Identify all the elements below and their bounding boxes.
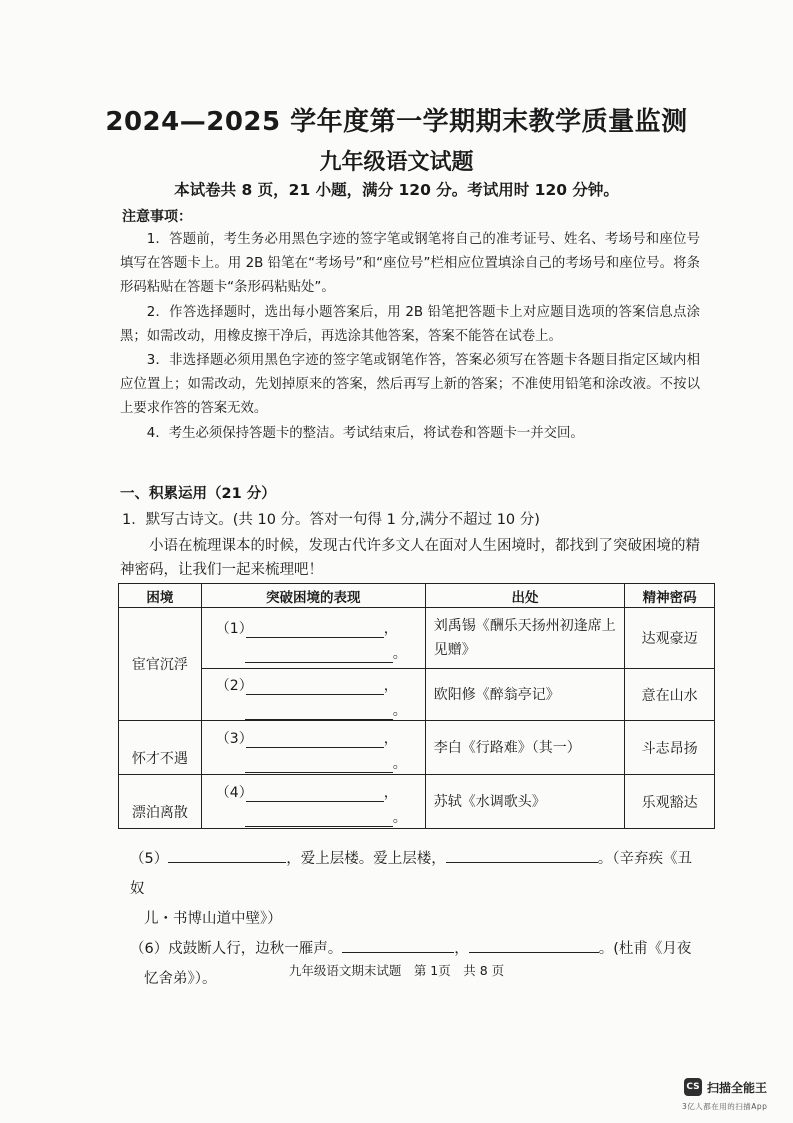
poetry-table bbox=[118, 583, 715, 829]
answer-cell bbox=[201, 608, 425, 669]
exam-subtitle: 九年级语文试题 bbox=[319, 150, 474, 175]
source-cell: 刘禹锡《酬乐天扬州初逢席上见赠》 bbox=[425, 608, 624, 669]
page-footer: 九年级语文期末试题 第 1页 共 8 页 bbox=[288, 963, 505, 978]
scanner-tagline: 3亿人都在用的扫描App bbox=[682, 1102, 768, 1111]
note-item: 4．考生必须保持答题卡的整洁。考试结束后，将试卷和答题卡一并交回。 bbox=[146, 425, 584, 441]
blank-number: （4） bbox=[215, 784, 253, 801]
q6-source: 。(杜甫《月夜 bbox=[598, 941, 692, 957]
q5-text: ，爱上层楼。爱上层楼， bbox=[286, 851, 446, 867]
answer-blank[interactable] bbox=[469, 936, 599, 953]
q5-number: （5） bbox=[130, 851, 169, 867]
note-item: 3．非选择题必须用黑色字迹的签字笔或钢笔作答，答案必须写在答题卡各题目指定区域内相应位置上；如需改动，先划掉原来的答案，然后再写上新的答案；不准使用铅笔和涂改液。不按以上要求作答的答案无效。 bbox=[120, 353, 700, 417]
comma: ， bbox=[383, 730, 398, 747]
comma: ， bbox=[383, 784, 398, 801]
header-source: 出处 bbox=[425, 584, 624, 608]
blank-number: （1） bbox=[215, 621, 253, 637]
situation-cell: 宦官沉浮 bbox=[119, 608, 202, 721]
table-row bbox=[119, 775, 715, 829]
note-item: 2．作答选择题时，选出每小题答案后，用 2B 铅笔把答题卡上对应题目选项的答案信息点涂黑；如需改动，用橡皮擦干净后，再选涂其他答案，答案不能答在试卷上。 bbox=[120, 304, 700, 344]
scanner-logo-icon: CS bbox=[684, 1078, 702, 1096]
answer-blank[interactable] bbox=[246, 621, 384, 638]
question-5-line2: 儿・书博山道中壁》） bbox=[144, 911, 282, 927]
answer-blank[interactable] bbox=[342, 936, 454, 953]
table-row bbox=[119, 608, 715, 669]
period: 。 bbox=[392, 702, 407, 719]
source-cell: 苏轼《水调歌头》 bbox=[425, 775, 624, 829]
header-situation: 困境 bbox=[119, 584, 202, 608]
answer-blank[interactable] bbox=[246, 785, 384, 802]
comma: ， bbox=[383, 677, 398, 694]
period: 。 bbox=[392, 809, 407, 826]
q5-source: 。（辛弃疾《丑奴 bbox=[130, 851, 692, 897]
question-6 bbox=[130, 934, 705, 964]
period: 。 bbox=[392, 755, 407, 772]
answer-blank[interactable] bbox=[245, 756, 393, 773]
situation-cell: 漂泊离散 bbox=[119, 775, 202, 829]
situation-cell: 怀才不遇 bbox=[119, 721, 202, 775]
blank-number: （2） bbox=[215, 677, 253, 694]
header-performance: 突破困境的表现 bbox=[201, 584, 425, 608]
note-item: 1．答题前，考生务必用黑色字迹的签字笔或钢笔将自己的准考证号、姓名、考场号和座位号填写在答题卡上。用 2B 铅笔在“考场号”和“座位号”栏相应位置填涂自己的考场号和座位号。将条形码粘贴在答题卡“条形码粘贴处”。 bbox=[120, 232, 700, 296]
q6-text: （6）戍鼓断人行，边秋一雁声。 bbox=[130, 941, 343, 957]
answer-blank[interactable] bbox=[246, 678, 384, 695]
exam-title: 2024—2025 学年度第一学期期末教学质量监测 bbox=[105, 107, 688, 137]
table-row bbox=[119, 721, 715, 775]
answer-blank[interactable] bbox=[246, 731, 384, 748]
question-1: 1．默写古诗文。(共 10 分。答对一句得 1 分,满分不超过 10 分) bbox=[122, 512, 540, 528]
question-6-line2: 忆舍弟》）。 bbox=[144, 971, 217, 987]
source-cell: 李白《行路难》（其一） bbox=[425, 721, 624, 775]
blank-number: （3） bbox=[215, 730, 253, 747]
intro-text: 小语在梳理课本的时候，发现古代许多文人在面对人生困境时，都找到了突破困境的精神密码，让我们一起来梳理吧！ bbox=[120, 538, 700, 578]
spirit-cell: 意在山水 bbox=[625, 669, 715, 721]
answer-blank[interactable] bbox=[446, 846, 598, 863]
table-header-row bbox=[119, 584, 715, 608]
answer-blank[interactable] bbox=[168, 846, 286, 863]
spirit-cell: 斗志昂扬 bbox=[625, 721, 715, 775]
comma: ， bbox=[454, 941, 469, 957]
answer-blank[interactable] bbox=[245, 810, 393, 827]
source-cell: 欧阳修《醉翁亭记》 bbox=[425, 669, 624, 721]
question-5 bbox=[130, 844, 705, 904]
notes-list bbox=[120, 228, 700, 446]
comma: ， bbox=[383, 621, 398, 637]
period: 。 bbox=[392, 646, 407, 662]
exam-info: 本试卷共 8 页，21 小题，满分 120 分。考试用时 120 分钟。 bbox=[174, 181, 619, 199]
scanner-watermark bbox=[684, 1078, 767, 1096]
answer-cell bbox=[201, 775, 425, 829]
header-spirit: 精神密码 bbox=[625, 584, 715, 608]
section-heading: 一、积累运用（21 分） bbox=[120, 486, 276, 502]
answer-cell bbox=[201, 721, 425, 775]
answer-blank[interactable] bbox=[245, 703, 393, 720]
answer-blank[interactable] bbox=[245, 646, 393, 663]
question-intro bbox=[120, 534, 700, 582]
answer-cell bbox=[201, 669, 425, 721]
table-row bbox=[119, 669, 715, 721]
notes-heading: 注意事项： bbox=[122, 209, 192, 225]
spirit-cell: 达观豪迈 bbox=[625, 608, 715, 669]
spirit-cell: 乐观豁达 bbox=[625, 775, 715, 829]
scanner-name: 扫描全能王 bbox=[707, 1080, 768, 1095]
